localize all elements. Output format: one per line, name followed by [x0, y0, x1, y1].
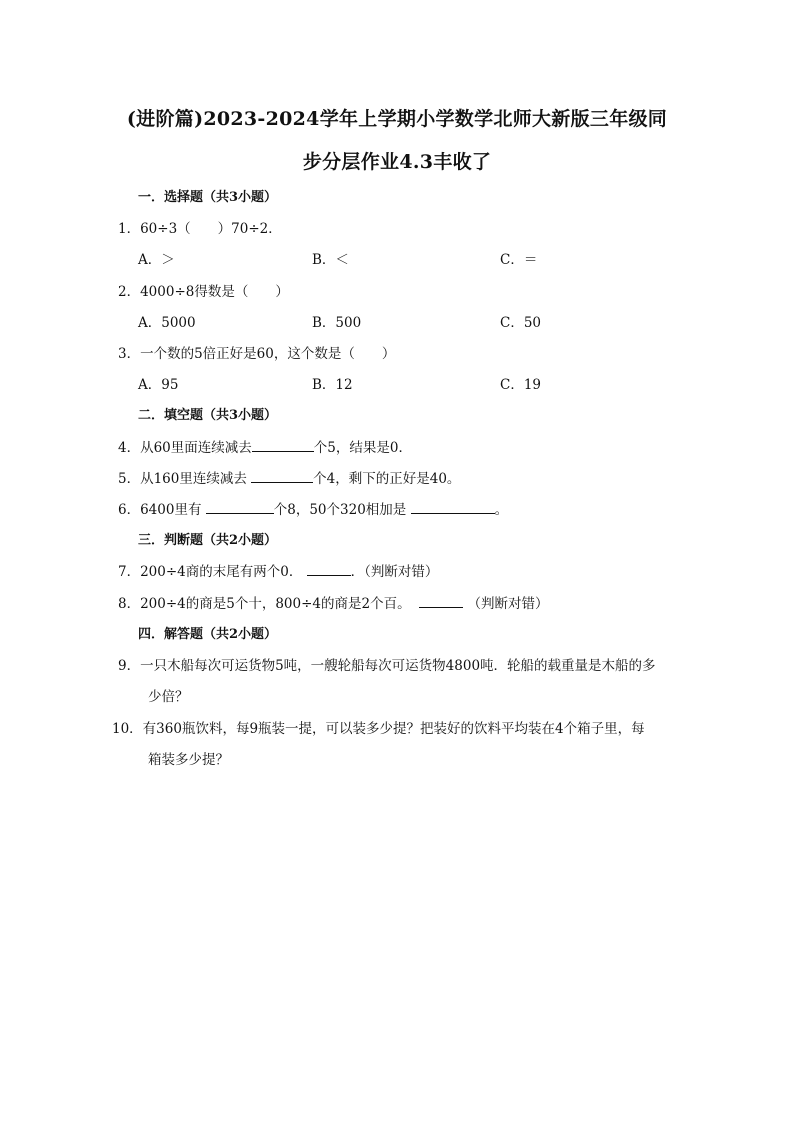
question-1-stem: 1．60÷3（ ）70÷2．: [118, 221, 282, 237]
section-heading-fill: 二．填空题（共3小题）: [138, 408, 278, 423]
question-5-text-after: 个4，剩下的正好是40。: [313, 471, 461, 487]
question-3-option-a: A．95: [138, 377, 179, 393]
question-1-option-b: B．＜: [312, 252, 349, 268]
question-10-line-1: 10．有360瓶饮料，每9瓶装一提，可以装多少提？把装好的饮料平均装在4个箱子里，每: [112, 721, 645, 737]
question-7-text-before: 7．200÷4商的末尾有两个0．: [118, 564, 303, 580]
question-5-blank[interactable]: [251, 468, 313, 483]
question-6-blank-1[interactable]: [206, 499, 274, 514]
question-7-blank[interactable]: [307, 561, 351, 576]
question-8: [118, 592, 549, 612]
page-title-line-2: 步分层作业4.3丰收了: [302, 151, 492, 173]
question-2-option-b: B．500: [312, 315, 362, 331]
question-6-blank-2[interactable]: [411, 499, 495, 514]
question-3-stem: 3．一个数的5倍正好是60，这个数是（ ）: [118, 346, 396, 362]
question-1-option-c: C．＝: [500, 252, 538, 268]
question-8-text-after: （判断对错）: [467, 596, 549, 612]
question-6: [118, 498, 508, 518]
question-3-option-b: B．12: [312, 377, 353, 393]
question-6-text-before: 6．6400里有: [118, 502, 202, 518]
question-2-stem: 2．4000÷8得数是（ ）: [118, 284, 289, 300]
section-heading-answer: 四．解答题（共2小题）: [138, 627, 278, 642]
question-9-line-1: 9．一只木船每次可运货物5吨，一艘轮船每次可运货物4800吨．轮船的载重量是木船的多: [118, 658, 656, 674]
question-7-text-after: ．（判断对错）: [350, 564, 439, 580]
question-5: [118, 467, 460, 487]
question-2-option-c: C．50: [500, 315, 542, 331]
question-4: [118, 436, 412, 456]
question-10-line-2: 箱装多少提？: [148, 752, 229, 768]
question-9-line-2: 少倍？: [148, 689, 189, 705]
question-4-text-before: 4．从60里面连续减去: [118, 440, 252, 456]
question-8-text-before: 8．200÷4的商是5个十，800÷4的商是2个百。: [118, 596, 411, 612]
question-5-text-before: 5．从160里连续减去: [118, 471, 247, 487]
question-6-text-after: 。: [494, 502, 509, 518]
question-4-text-after: 个5，结果是0．: [313, 440, 412, 456]
question-6-text-middle: 个8，50个320相加是: [273, 502, 407, 518]
question-8-blank[interactable]: [419, 593, 463, 608]
question-3-option-c: C．19: [500, 377, 542, 393]
question-4-blank[interactable]: [252, 437, 314, 452]
section-heading-choice: 一．选择题（共3小题）: [138, 190, 278, 205]
section-heading-judge: 三．判断题（共2小题）: [138, 533, 278, 548]
question-2-option-a: A．5000: [138, 315, 196, 331]
page-title-line-1: (进阶篇)2023-2024学年上学期小学数学北师大新版三年级同: [126, 108, 668, 130]
question-7: [118, 560, 438, 580]
question-1-option-a: A．＞: [138, 252, 175, 268]
